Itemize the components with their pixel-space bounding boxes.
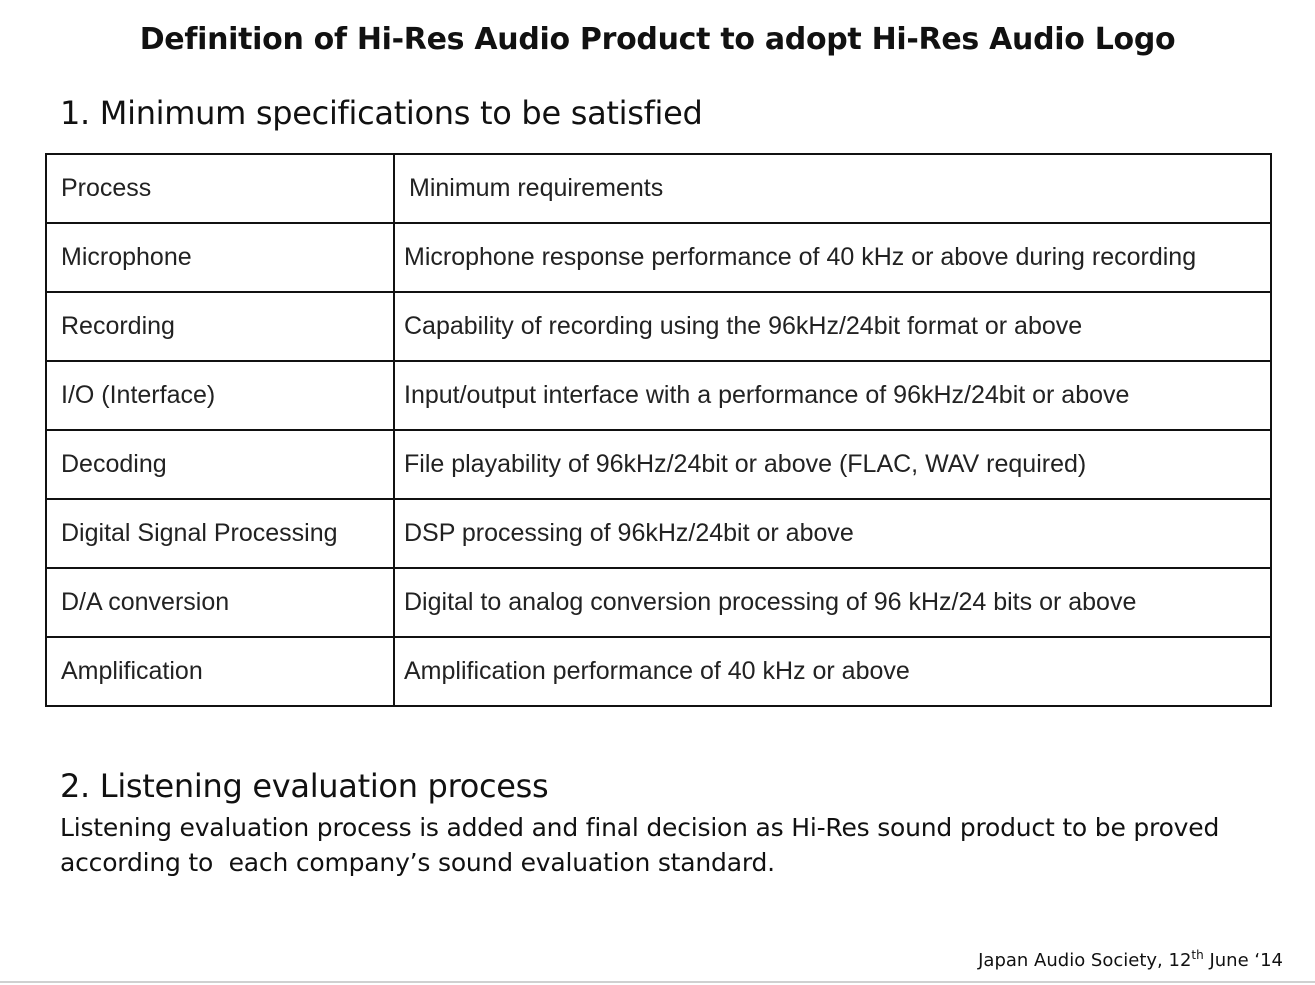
requirement-cell: Microphone response performance of 40 kHz or above during recording <box>394 223 1271 292</box>
page-title: Definition of Hi-Res Audio Product to adopt Hi-Res Audio Logo <box>139 22 1176 57</box>
listening-evaluation-paragraph <box>60 810 1260 880</box>
process-cell: Recording <box>46 292 394 361</box>
process-cell: Decoding <box>46 430 394 499</box>
paragraph-line: Listening evaluation process is added and final decision as Hi-Res sound product to be proved <box>60 813 1220 842</box>
footer-credit <box>978 948 1283 971</box>
bottom-divider <box>0 981 1315 983</box>
requirement-cell: Amplification performance of 40 kHz or above <box>394 637 1271 706</box>
footer-prefix: Japan Audio Society, 12 <box>978 950 1192 971</box>
table-row <box>46 223 1271 292</box>
process-cell: D/A conversion <box>46 568 394 637</box>
column-header-requirements: Minimum requirements <box>394 154 1271 223</box>
table-row <box>46 361 1271 430</box>
process-cell: Digital Signal Processing <box>46 499 394 568</box>
footer-suffix: June ‘14 <box>1203 950 1283 971</box>
process-cell: Amplification <box>46 637 394 706</box>
process-cell: Microphone <box>46 223 394 292</box>
section-heading-listening-evaluation: 2. Listening evaluation process <box>60 767 549 805</box>
table-row <box>46 292 1271 361</box>
section-heading-specifications: 1. Minimum specifications to be satisfied <box>60 94 703 132</box>
table-row <box>46 499 1271 568</box>
specifications-table <box>45 153 1272 707</box>
process-cell: I/O (Interface) <box>46 361 394 430</box>
paragraph-line: according to each company’s sound evaluation standard. <box>60 848 775 877</box>
table-header-row <box>46 154 1271 223</box>
requirement-cell: DSP processing of 96kHz/24bit or above <box>394 499 1271 568</box>
table-row <box>46 637 1271 706</box>
table-row <box>46 568 1271 637</box>
table-row <box>46 430 1271 499</box>
column-header-process: Process <box>46 154 394 223</box>
requirement-cell: File playability of 96kHz/24bit or above (FLAC, WAV required) <box>394 430 1271 499</box>
requirement-cell: Capability of recording using the 96kHz/24bit format or above <box>394 292 1271 361</box>
requirement-cell: Digital to analog conversion processing of 96 kHz/24 bits or above <box>394 568 1271 637</box>
requirement-cell: Input/output interface with a performance of 96kHz/24bit or above <box>394 361 1271 430</box>
footer-superscript: th <box>1191 948 1204 962</box>
